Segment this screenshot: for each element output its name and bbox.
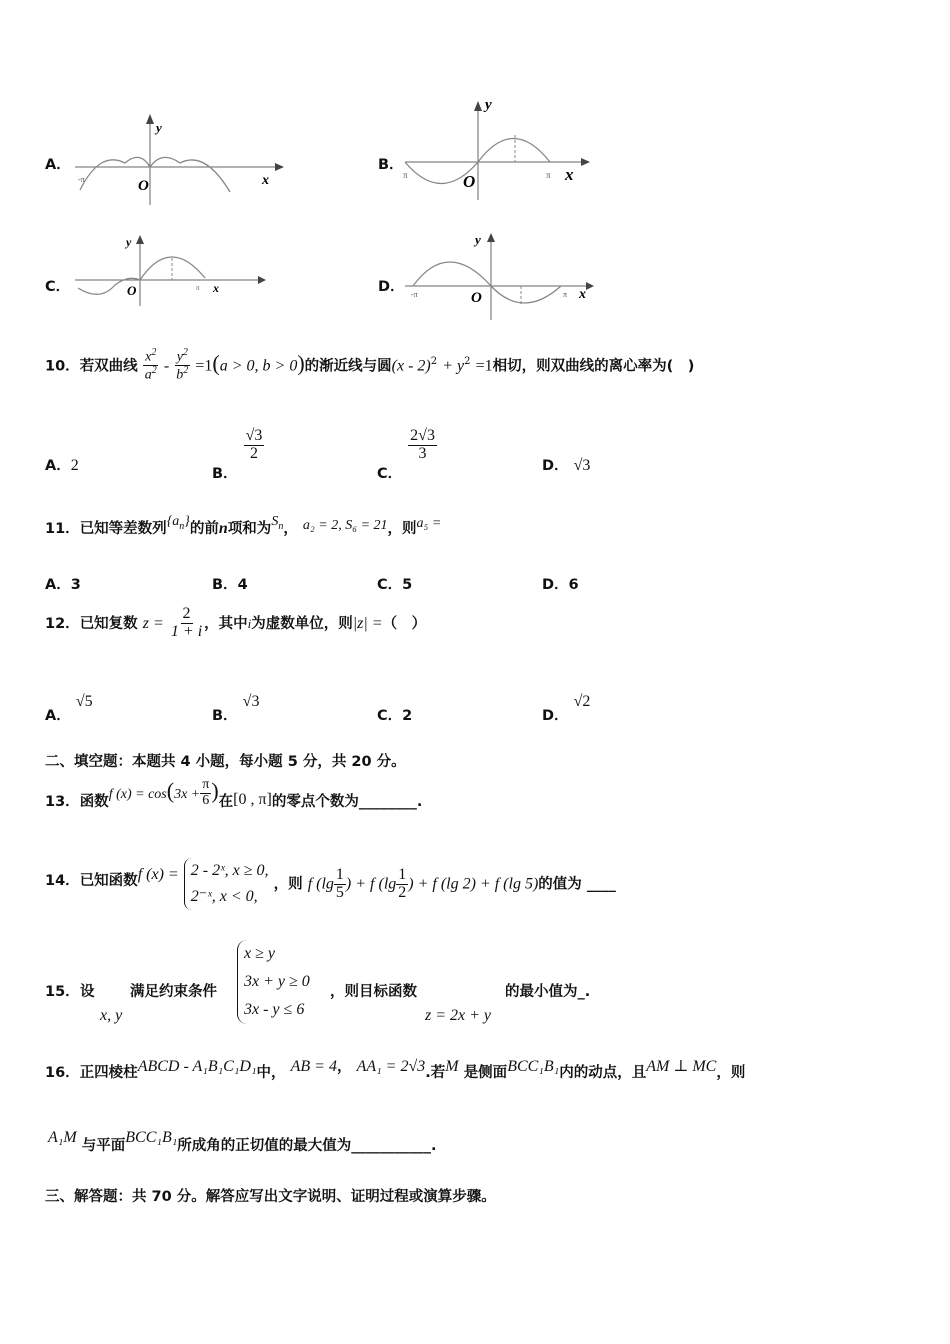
graph-c-svg [70,230,270,310]
axis-x: x [579,287,586,302]
question-10: 10．若双曲线 $\frac{x^2}{a^2}$ - $\frac{y^2}{b^2}$ =1(a > 0, b > 0)的渐近线与圆$(x - 2)^2 + y^2 =1$相切，则双曲线的离心率为( ) [45,347,695,383]
question-text: 的前 [189,521,219,537]
option-value: √3 [242,693,260,710]
var-i: i [247,615,252,631]
option-label: B． [212,577,238,593]
var-S: S [271,514,279,529]
question-text: 已知函数 [79,872,138,889]
axis-x: x [262,173,269,188]
option-label: B． [212,465,238,482]
seq-close: } [184,514,190,529]
section-3-heading: 三、解答题：共 70 分。解答应写出文字说明、证明过程或演算步骤。 [45,1189,496,1205]
tick-pi: π [546,170,551,180]
option-label: A． [45,157,71,173]
question-11 [45,514,442,540]
var-b: b [176,368,184,383]
question-text: （ ） [382,615,427,632]
option-label: B． [378,157,404,173]
tick-neg-pi: -π [411,290,418,299]
question-text: 的值为 ____ [538,876,616,893]
question-text: ，则目标函数 [330,984,417,1000]
option-label: C． [377,465,403,482]
fraction-den: 6 [202,793,210,808]
option-label: C． [45,279,71,295]
question-text: 相切，则双曲线的离心率为( ) [492,358,695,375]
prism: ABCD - A₁B₁C₁D₁ [137,1058,257,1075]
q10-options [45,427,905,482]
tick-neg-pi: -π [78,175,85,184]
fraction-1-2 [396,867,408,902]
question-text: 已知复数 [79,615,138,632]
equation-condition: a > 0, b > 0 [219,357,298,375]
option-label: A． [45,577,71,593]
equation-rhs: =1 [195,357,213,375]
face: BCC₁B₁ [507,1058,560,1075]
fraction-den: 2 [398,883,407,901]
function-arg: 3x + [174,787,201,802]
axis-origin: O [127,283,137,298]
question-number: 11． [45,521,80,537]
seq-open: {a [166,514,180,529]
question-text: 的零点个数为________. [271,794,423,810]
option-value: 2 [70,457,79,474]
option-value: 4 [237,577,248,593]
fraction-num: π [202,777,210,793]
piecewise [184,858,269,910]
question-text: .若 [425,1065,446,1081]
question-text: 是侧面 [463,1065,508,1081]
fraction-num: 1 [398,865,407,883]
fraction-den: 2 [249,444,258,462]
option-label: A． [45,458,71,474]
option-value: 2 [402,708,413,724]
function-f: f (x) = cos [108,787,167,802]
question-number: 14． [45,872,80,889]
question-number: 15． [45,984,80,1000]
var-S-sub: n [278,520,284,532]
option-label: C． [377,708,403,724]
circle-term: + y [442,357,465,375]
var-a: a [144,368,152,383]
face: BCC₁B₁ [125,1129,178,1146]
expr: f (lg [307,875,334,893]
graph-d-svg [403,228,603,323]
point-M: M [445,1058,459,1075]
punct: ， [336,1059,352,1075]
question-16-line2 [48,1126,437,1154]
var-y: y [176,349,183,365]
question-text: 的渐近线与圆 [304,358,392,375]
var-n: n [218,520,228,537]
circle-term: (x - 2) [391,357,431,375]
question-number: 10． [45,358,80,375]
punct: ， [283,521,298,537]
ab: AB = 4 [290,1058,337,1075]
question-number: 13． [45,794,80,810]
section-2-heading: 二、填空题：本题共 4 小题，每小题 5 分，共 20 分。 [45,754,406,770]
question-text: ，其中 [204,615,248,632]
question-text: ，则 [273,876,303,893]
question-number: 12． [45,615,80,632]
case-1: 2 - 2ˣ, x ≥ 0, [190,862,269,879]
abs-z: |z| = [352,614,383,632]
fraction-num: 2 [182,605,191,622]
var-z: z = [142,614,164,632]
question-text: 的最小值为_. [505,984,591,1000]
fraction-x2-a2: $\frac{x^2}{a^2}$ [144,347,157,383]
option-value: 5 [402,577,413,593]
axis-y: y [485,97,492,113]
option-label: A． [45,708,71,724]
option-label: D． [542,708,569,724]
expr: ) + f (lg 2) + f (lg 5) [408,875,539,893]
graph-b-svg [403,95,613,205]
target: a₅ = [416,516,442,531]
case-2: 2⁻ˣ, x < 0, [190,888,258,905]
fraction [169,606,204,641]
constraint-3: 3x - y ≤ 6 [244,1001,305,1018]
sequence [166,514,190,532]
perp: AM ⊥ MC [646,1058,717,1075]
question-text: 为虚数单位，则 [251,615,353,632]
vars-xy: x, y [100,1007,123,1024]
question-text: 在 [218,794,234,810]
axis-x: x [565,165,574,184]
axis-x: x [213,281,219,295]
tick-pi: π [563,290,568,299]
question-15 [45,940,905,1030]
fraction-den: 1 + i [170,622,203,640]
axis-origin: O [471,290,482,306]
constraint-1: x ≥ y [244,945,275,962]
option-label: C． [377,577,403,593]
fraction-den: 3 [418,444,427,462]
interval: [0 , π] [233,791,272,808]
option-label: B． [212,708,238,724]
question-12 [45,606,426,641]
circle-rhs: =1 [475,357,493,375]
question-text: 满足约束条件 [130,984,217,1000]
question-16-line1 [45,1055,746,1081]
option-value: √3 [573,457,591,474]
fraction-num: 2√3 [410,427,435,444]
question-text: 项和为 [227,521,272,537]
seq-sub: n [179,520,185,532]
question-13: 13．函数f (x) = cos(3x + $\frac{\pi}{6}$ )在[0 , π]的零点个数为________. [45,777,423,810]
fraction-y2-b2: $\frac{y^2}{b^2}$ [176,347,189,383]
option-value: 3 [70,577,81,593]
question-text: 若双曲线 [79,358,138,375]
option-label: D． [378,279,405,295]
axis-y: y [475,232,481,247]
question-text: 设 [80,984,95,1000]
line-a1m: A₁M [48,1129,77,1146]
option-value: √5 [75,693,93,710]
option-fraction [244,428,265,463]
question-text: 中， [256,1065,286,1081]
tick-pi: π [196,284,200,292]
axis-origin: O [138,178,149,194]
axis-y: y [126,235,132,249]
question-text: ，则 [387,521,417,537]
option-value: √2 [573,693,591,710]
question-text: 所成角的正切值的最大值为___________. [177,1138,437,1154]
question-text: 正四棱柱 [79,1065,138,1081]
question-text: 内的动点，且 [559,1065,647,1081]
option-label: D． [542,577,569,593]
constraints [237,940,310,1024]
fraction-num: 1 [335,865,344,883]
question-text: ，则 [716,1065,746,1081]
option-label: D． [542,458,569,474]
axis-y: y [156,120,162,135]
aa1: AA₁ = 2√3 [356,1058,426,1075]
axis-origin: O [463,172,476,191]
question-14 [45,858,616,910]
option-fraction [408,428,437,463]
function-f: f (x) = [137,865,179,883]
question-text: 与平面 [81,1138,126,1154]
fraction-pi-6 [200,778,211,808]
expr: ) + f (lg [345,875,397,893]
fraction-1-5 [334,867,346,902]
constraint-2: 3x + y ≥ 0 [244,973,310,990]
option-value: 6 [568,577,579,593]
question-number: 16． [45,1065,80,1081]
graph-a-svg [70,110,290,210]
question-text: 已知等差数列 [79,521,167,537]
question-text: 函数 [79,794,109,810]
fraction-den: 5 [335,883,344,901]
condition: a₂ = 2, S₆ = 21 [302,518,388,533]
fraction-num: √3 [245,427,263,444]
var-x: x [145,349,152,365]
tick-pi: π [403,170,408,180]
objective: z = 2x + y [425,1007,492,1024]
